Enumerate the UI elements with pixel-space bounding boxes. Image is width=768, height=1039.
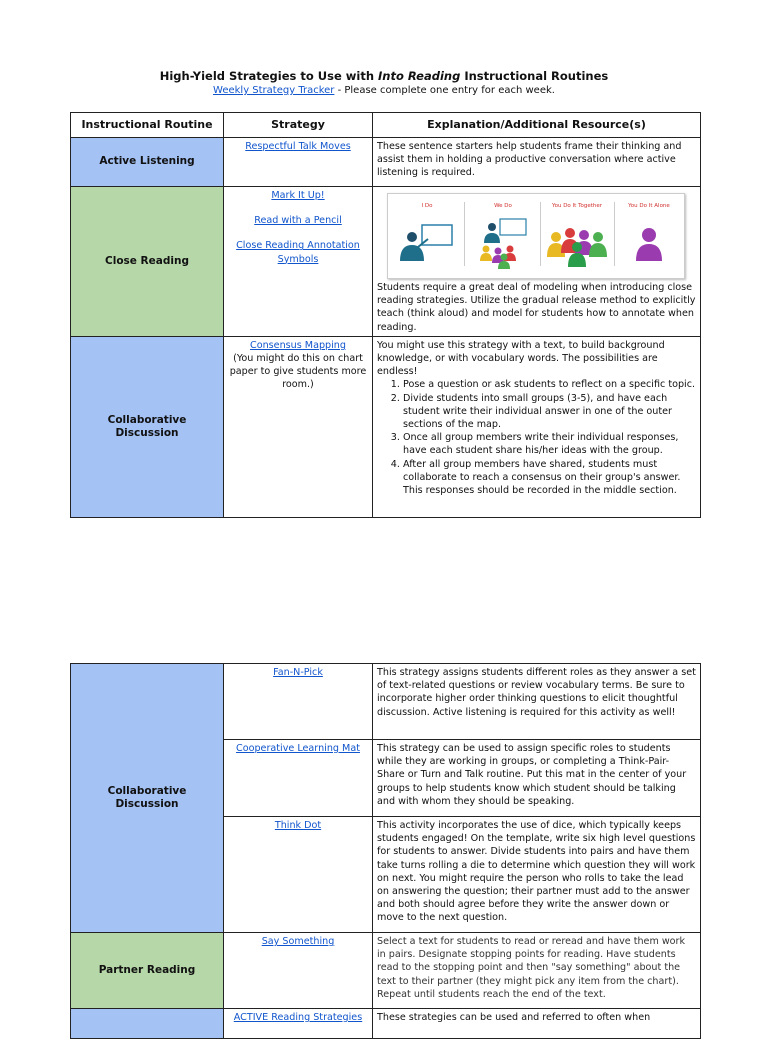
- explanation-cell: This strategy can be used to assign specific roles to students while they are working in groups, or completing a Think-Pair-Share or Turn and Talk routine. Put this mat in the center of your groups to help students know which student should be talking and with whom they should be speaking.: [373, 740, 701, 817]
- read-with-a-pencil-link[interactable]: Read with a Pencil: [254, 215, 342, 227]
- active-reading-strategies-link[interactable]: ACTIVE Reading Strategies: [233, 1012, 363, 1023]
- strategy-cell: [224, 933, 373, 1009]
- strategy-cell: [224, 664, 373, 740]
- think-dot-link[interactable]: Think Dot: [274, 820, 322, 831]
- gradual-release-graphic: [387, 193, 685, 279]
- table-row: [71, 138, 701, 187]
- respectful-talk-moves-link[interactable]: Respectful Talk Moves: [245, 141, 351, 152]
- you-do-alone-panel: [614, 200, 684, 270]
- explanation-cell: [373, 336, 701, 517]
- weekly-strategy-tracker-link[interactable]: Weekly Strategy Tracker: [213, 85, 335, 96]
- group-students-icon: [542, 213, 612, 273]
- cooperative-learning-mat-link[interactable]: Cooperative Learning Mat: [236, 743, 360, 754]
- document-subtitle: [0, 85, 768, 96]
- explanation-cell: This activity incorporates the use of dice, which typically keeps students engaged! On the template, write six high level questions for students to answer. Divide students into pairs and have them take turns rolling a die to determine which question they will work on next. You might require the person who rolls to take the lead on answering the question; their partner must add to the answer and both should agree before they write the answer down or move to the next question.: [373, 817, 701, 933]
- title-pre: High-Yield Strategies to Use with: [159, 69, 379, 83]
- table-row: [71, 336, 701, 517]
- consensus-mapping-link[interactable]: Consensus Mapping: [250, 339, 346, 351]
- say-something-link[interactable]: Say Something: [261, 936, 335, 947]
- title-italic: Into Reading: [378, 69, 461, 83]
- explanation-cell: These strategies can be used and referred to often when: [373, 1009, 701, 1039]
- teacher-icon: [392, 213, 462, 273]
- explanation-cell: These sentence starters help students frame their thinking and assist them in holding a productive conversation where active listening is required.: [373, 138, 701, 187]
- strategies-table-2: [70, 663, 701, 1039]
- you-do-together-label: You Do It Together: [551, 203, 603, 209]
- table-header-row: [71, 113, 701, 138]
- table-row: [71, 933, 701, 1009]
- routine-active-listening: Active Listening: [71, 138, 224, 187]
- mark-it-up-link[interactable]: Mark It Up!: [271, 190, 325, 201]
- routine-close-reading: Close Reading: [71, 187, 224, 337]
- title-post: Instructional Routines: [460, 69, 609, 83]
- list-item: 1. Pose a question or ask students to reflect on a specific topic.: [403, 378, 696, 391]
- list-item: 3. Once all group members write their individual responses, have each student share his/her ideas with the group.: [403, 431, 696, 457]
- tracker-note: - Please complete one entry for each week.: [334, 85, 555, 96]
- document-title: [0, 69, 768, 83]
- table-row: [71, 187, 701, 337]
- list-item: 2. Divide students into small groups (3-5), and have each student write their individual answer in one of the outer sections of the map.: [403, 392, 696, 432]
- consensus-mapping-note: (You might do this on chart paper to give students more room.): [229, 353, 367, 391]
- you-do-alone-label: You Do It Alone: [628, 203, 670, 209]
- table-row: [71, 664, 701, 740]
- routine-collaborative-discussion-2: Collaborative Discussion: [71, 664, 224, 933]
- we-do-group-icon: [468, 213, 538, 273]
- explanation-cell: This strategy assigns students different roles as they answer a set of text-related questions or review vocabulary terms. Be sure to incorporate higher order thinking questions to elicit thoughtful discussion. Active listening is required for this activity as well!: [373, 664, 701, 740]
- strategies-table-1: [70, 112, 701, 518]
- fan-n-pick-link[interactable]: Fan-N-Pick: [273, 667, 323, 678]
- close-reading-explanation: Students require a great deal of modeling when introducing close reading strategies. Utilize the gradual release method to explicitly teach (think aloud) and model for students how to annotate when reading.: [377, 282, 696, 333]
- strategy-cell: [224, 817, 373, 933]
- we-do-panel: [468, 200, 538, 270]
- i-do-panel: [392, 200, 462, 270]
- strategy-cell: [224, 336, 373, 517]
- strategy-cell: [224, 187, 373, 337]
- header-explanation: Explanation/Additional Resource(s): [373, 113, 701, 138]
- consensus-intro: You might use this strategy with a text, to build background knowledge, or with vocabulary words. The possibilities are endless!: [377, 339, 665, 378]
- header-instructional-routine: Instructional Routine: [71, 113, 224, 138]
- routine-partner-reading: Partner Reading: [71, 933, 224, 1009]
- i-do-label: I Do: [421, 203, 433, 209]
- explanation-cell: Select a text for students to read or reread and have them work in pairs. Designate stopping points for reading. Have students read to the stopping point and then "say something" about the text to their partner (they might pick any item from the chart). Repeat until students reach the end of the text.: [373, 933, 701, 1009]
- single-student-icon: [614, 213, 684, 273]
- consensus-steps-list: [377, 378, 696, 497]
- strategy-cell: [224, 138, 373, 187]
- explanation-cell: [373, 187, 701, 337]
- close-reading-annotation-symbols-link[interactable]: Close Reading Annotation Symbols: [236, 240, 360, 265]
- strategy-cell: [224, 740, 373, 817]
- list-item: 4. After all group members have shared, students must collaborate to reach a consensus on their group's answer. This responses should be recorded in the middle section.: [403, 458, 696, 498]
- we-do-label: We Do: [494, 203, 512, 209]
- you-do-together-panel: [542, 200, 612, 270]
- routine-collaborative-discussion: Collaborative Discussion: [71, 336, 224, 517]
- header-strategy: Strategy: [224, 113, 373, 138]
